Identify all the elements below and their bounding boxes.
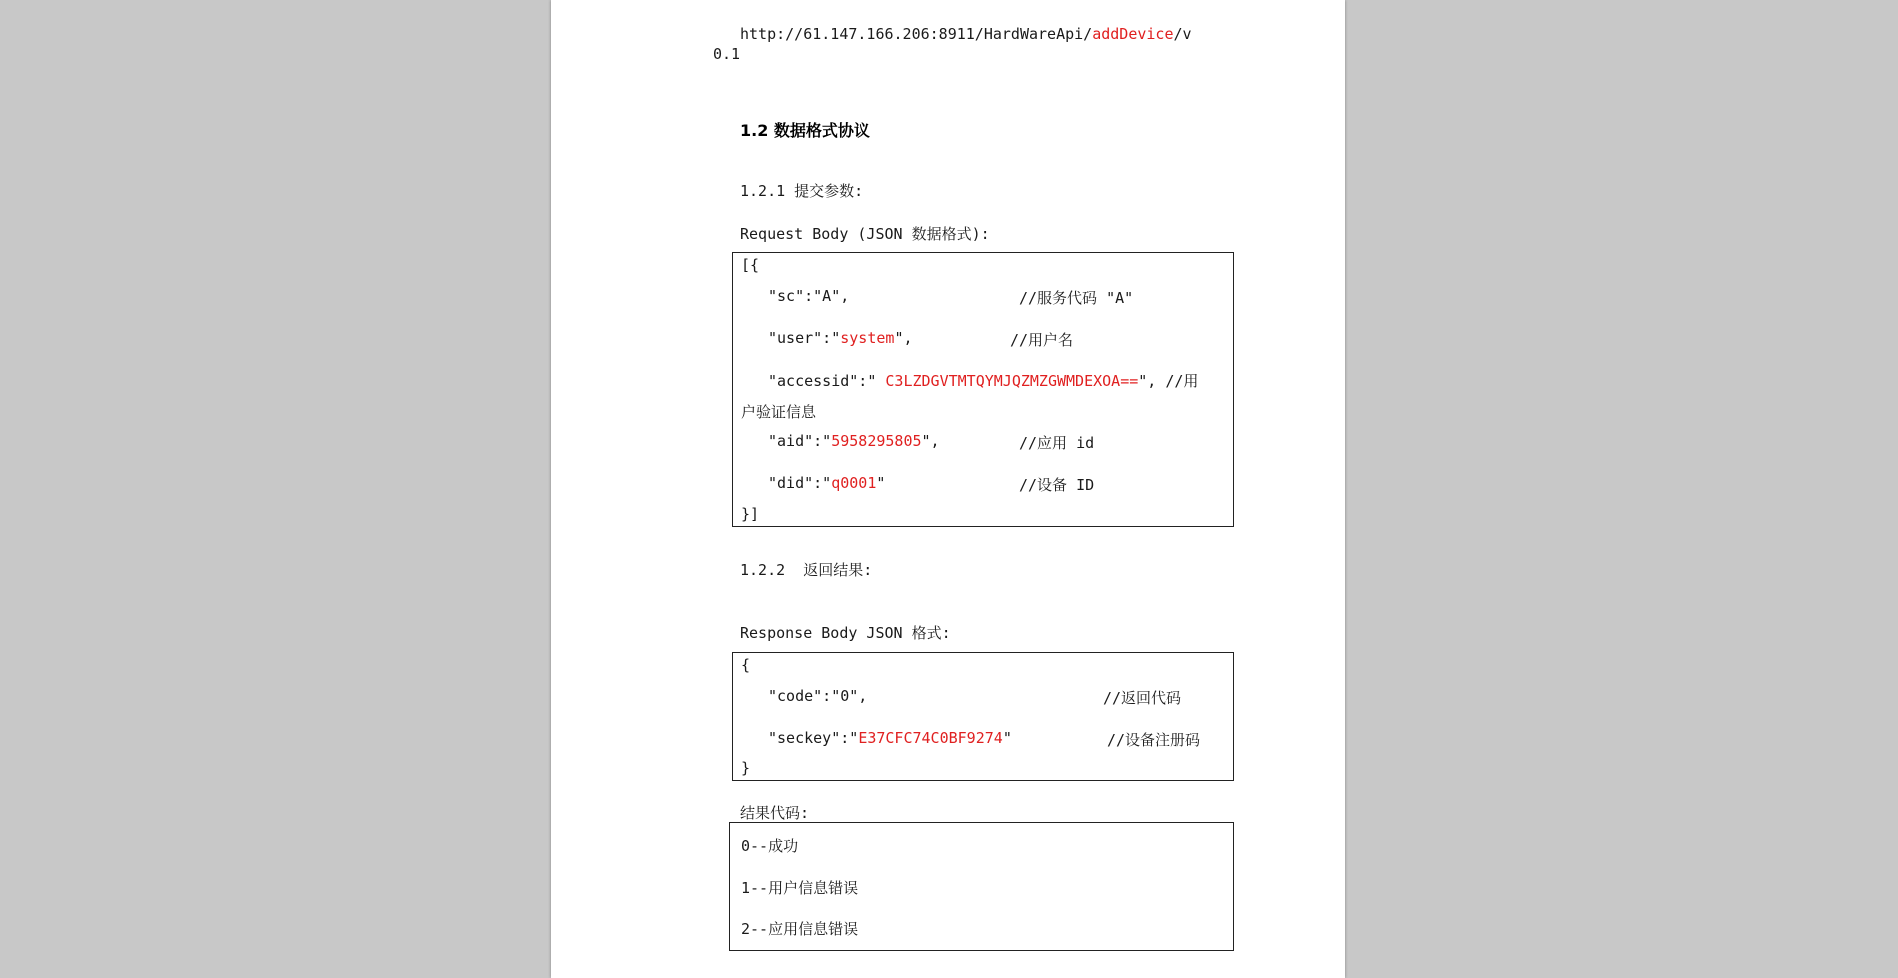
request-open-bracket: [{ <box>741 256 760 274</box>
response-seckey-field: "seckey":"E37CFC74C0BF9274" <box>768 729 1012 747</box>
section-heading-1-2-2: 1.2.2 返回结果: <box>740 561 873 579</box>
request-aid-comment: //应用 id <box>1019 434 1095 452</box>
response-body-label: Response Body JSON 格式: <box>740 624 951 642</box>
request-user-comment: //用户名 <box>1010 331 1074 349</box>
api-url-suffix: /v <box>1173 25 1192 43</box>
response-code-field: "code":"0", <box>768 687 868 705</box>
request-did-value: q0001 <box>831 474 877 492</box>
request-accessid-comment-continuation: 户验证信息 <box>741 403 817 421</box>
section-heading-1-2: 1.2 数据格式协议 <box>740 121 870 140</box>
result-code-item: 1--用户信息错误 <box>741 879 859 897</box>
result-codes-box <box>729 822 1234 951</box>
request-did-field: "did":"q0001" <box>768 474 886 492</box>
request-accessid-field: "accessid":" C3LZDGVTMTQYMJQZMZGWMDEXOA==", //用 <box>768 372 1199 390</box>
api-url-prefix: http://61.147.166.206:8911/HardWareApi/ <box>740 25 1093 43</box>
request-accessid-value: C3LZDGVTMTQYMJQZMZGWMDEXOA== <box>885 372 1139 390</box>
request-body-label: Request Body (JSON 数据格式): <box>740 225 990 243</box>
request-did-comment: //设备 ID <box>1019 476 1095 494</box>
request-user-value: system <box>840 329 895 347</box>
request-aid-value: 5958295805 <box>831 432 922 450</box>
api-url-endpoint: addDevice <box>1092 25 1174 43</box>
response-close-brace: } <box>741 759 751 777</box>
request-sc-comment: //服务代码 "A" <box>1019 289 1134 307</box>
request-close-bracket: }] <box>741 505 760 523</box>
result-code-item: 0--成功 <box>741 837 799 855</box>
result-code-item: 2--应用信息错误 <box>741 920 859 938</box>
request-aid-field: "aid":"5958295805", <box>768 432 940 450</box>
request-body-box <box>732 252 1234 527</box>
response-body-box <box>732 652 1234 781</box>
response-code-comment: //返回代码 <box>1103 689 1182 707</box>
api-url-line <box>740 25 1192 43</box>
request-sc-field: "sc":"A", <box>768 287 850 305</box>
response-seckey-value: E37CFC74C0BF9274 <box>858 729 1003 747</box>
api-url-continuation: 0.1 <box>713 45 741 63</box>
request-user-field: "user":"system", <box>768 329 913 347</box>
response-open-brace: { <box>741 656 751 674</box>
result-codes-label: 结果代码: <box>740 804 810 822</box>
document-page <box>551 0 1345 978</box>
response-seckey-comment: //设备注册码 <box>1107 731 1201 749</box>
section-heading-1-2-1: 1.2.1 提交参数: <box>740 182 864 200</box>
